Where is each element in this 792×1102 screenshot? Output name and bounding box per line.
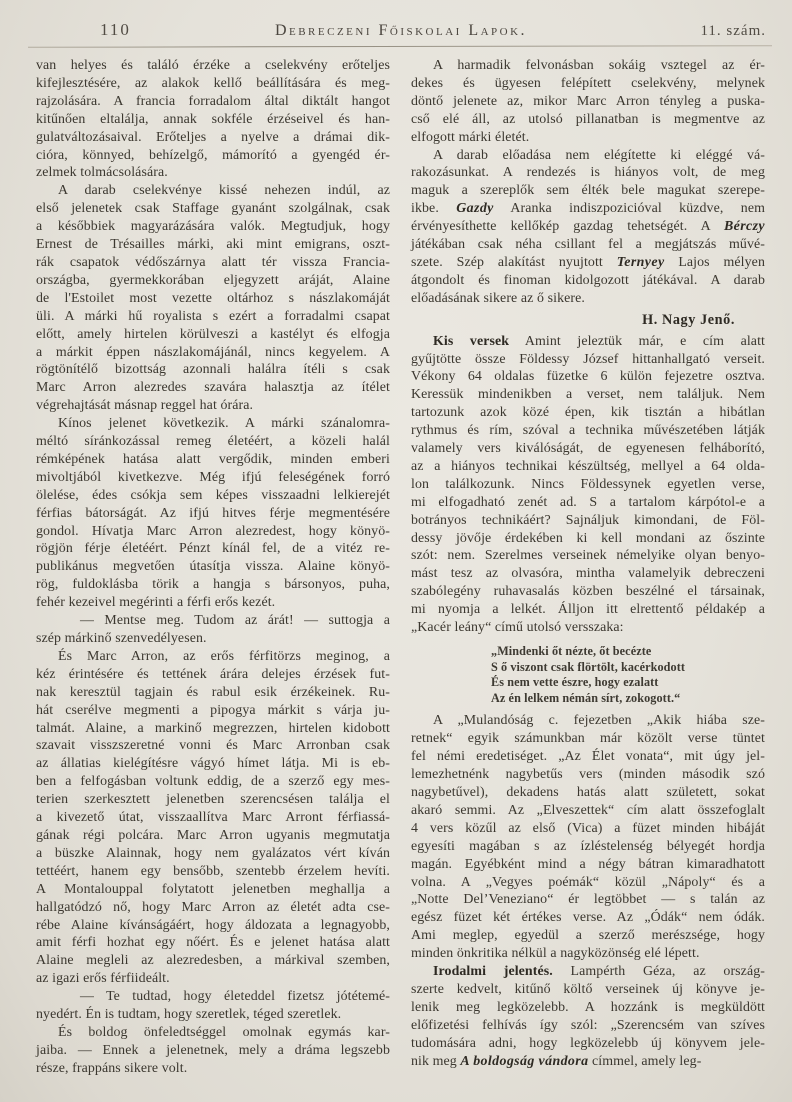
header-rule: [28, 45, 772, 48]
text-line: Ernest de Trésailles márki, aki mint emigrans, oszt-: [36, 237, 390, 253]
text-line: Irodalmi jelentés. Lampérth Géza, az ország-: [433, 964, 765, 980]
text-line: A darab előadása nem elégítette ki eléggé vá-: [433, 147, 765, 163]
text-line: döntő jelenete az, mikor Marc Arron tényleg a puska-: [411, 93, 765, 109]
text-line: H. Nagy Jenő.: [642, 311, 735, 328]
text-line: kifejlesztésére, az alakok kellő beállítására és meg-: [36, 75, 390, 91]
text-line: — Te tudtad, hogy életeddel fizetsz jótétemé-: [80, 989, 390, 1005]
text-line: cióra, könnyed, behízelgő, mámorító a gyengéd ér-: [36, 147, 390, 163]
article-paragraph: [36, 415, 390, 612]
text-line: végrehajtását másnap reggel hat órára.: [36, 398, 254, 414]
text-line: fehér kezeivel megérinti a férfi erős kezét.: [36, 595, 276, 611]
text-line: egyesíti magában s az ízléstelenség bélyegét hordja: [411, 838, 765, 854]
text-line: szavait visszszeretné vonni és Marc Arronban csak: [36, 738, 390, 754]
text-line: Kínos jelenet következik. A márki szánalomra-: [58, 416, 390, 432]
text-line: rák csapatok védőszárnya alatt tér vissza Francia-: [36, 254, 390, 270]
text-line: szete. Szép alakítást nyujtott Ternyey Lajos mélyen: [411, 254, 765, 270]
text-line: Az én lelkem némán sírt, zokogott.“: [491, 690, 681, 705]
text-line: játékában csak néha csillant fel a megjátszás művé-: [411, 237, 765, 253]
page-header: [36, 20, 766, 40]
page-number: 110: [100, 20, 131, 39]
text-line: botrányos technikáért? Sajnáljuk kimondani, de Föl-: [411, 512, 765, 528]
text-line: rögtönítélő bizottság azonnali halálra ítéli s csak: [36, 362, 390, 378]
text-line: kitűnően eltalálja, annak sokféle érzéseivel és han-: [36, 111, 390, 127]
text-line: szép márkinő szenvedélyesen.: [36, 631, 207, 646]
text-line: fel némi eredetiséget. „Az Élet vonata“, mit úgy jel-: [411, 749, 765, 765]
text-line: Alaine megleli az alezredesben, a márkival szemben,: [36, 953, 390, 969]
author-signature: [411, 312, 765, 330]
article-paragraph: [36, 182, 390, 415]
text-line: de l'Estoilet most vezette oltárhoz s nászlakomáját: [36, 290, 390, 306]
text-line: férfias bátorságát. Az ifjú hitves férje megmentésére: [36, 505, 390, 521]
text-line: rébe Alaine kívánságáért, hogy áldozata a legnagyobb,: [36, 917, 390, 933]
text-line: A Montalouppal folytatott jelenetben meghallja a: [36, 881, 390, 897]
text-line: zelmek tolmácsolására.: [36, 165, 168, 181]
text-line: van helyes és találó érzéke a cselekvény erőteljes: [36, 58, 390, 73]
text-line: első jelenetek csak Staffage gyanánt szolgálnak, csak: [36, 201, 390, 217]
text-line: rög, fuldoklásba törik a hangja s bársonyos, puha,: [36, 577, 390, 593]
text-line: gának régi polcára. Marc Arron ugyanis megmutatja: [36, 827, 390, 843]
text-line: lon találkozunk. Nincs Földessynek egyetlen verse,: [411, 476, 765, 492]
article-paragraph: [36, 612, 390, 648]
text-line: A darab cselekvénye kissé nehezen indúl, az: [58, 183, 390, 199]
text-line: Kis versek Amint jeleztük már, e cím alatt: [433, 333, 765, 349]
article-paragraph: [411, 333, 765, 637]
text-line: jaiba. — Ennek a jelenetnek, mely a dráma legszebb: [36, 1042, 390, 1058]
text-line: előfizetési felhívás így szól: „Szerencsém van szíves: [411, 1017, 765, 1033]
text-line: előtt, amely hirtelen körülveszi a kastélyt és elfogja: [36, 326, 390, 342]
text-line: gondol. Hívatja Marc Arron alezredest, hogy könyö-: [36, 523, 390, 539]
poem-stanza: [491, 644, 765, 706]
text-line: volna. A „Vegyes poémák“ közül „Nápoly“ és a: [411, 874, 765, 890]
text-line: kéz érintésére és tettének árára delejes érzések fut-: [36, 666, 390, 682]
journal-title: Debreczeni Főiskolai Lapok.: [274, 22, 528, 39]
text-line: átgondolt és finoman kidolgozott játékával. A darab: [411, 272, 765, 288]
text-line: tartozunk azok közé épen, kik tisztán a hibátlan: [411, 405, 765, 421]
text-line: minden önkritika nélkül a nagyközönség elé lépett.: [411, 946, 700, 962]
text-line: a büszke Alainnak, hogy nem gyalázatos vért kíván: [36, 845, 390, 861]
text-line: elfogott márki életét.: [411, 129, 530, 145]
text-line: szerte kedvelt, kitűnő költő verseinek új könyve je-: [411, 981, 765, 997]
text-line: retnek“ egyik számunkban már közölt verse tüntet: [411, 731, 765, 747]
text-line: magán. Egyébként mind a négy bátran kimaradhatott: [411, 856, 765, 872]
text-line: terien szerkesztett jelenetben szerencsésen találja el: [36, 792, 390, 808]
text-line: mi nyomja a lelkét. Álljon itt elrettentő példakép a: [411, 602, 765, 618]
article-paragraph: [411, 57, 765, 147]
text-line: publikánus megvetően útasítja vissza. Alaine könyö-: [36, 559, 390, 575]
text-line: tudomására adni, hogy legközelebb új könyvem jele-: [411, 1035, 765, 1051]
text-line: mást tesz az olvasóra, mintha valamelyik debreczeni: [411, 566, 765, 582]
text-line: Keressük mindenikben a verset, nem találjuk. Nem: [411, 387, 765, 403]
text-line: nyedért. Én is tudtam, hogy szeretlek, téged szeretlek.: [36, 1007, 342, 1023]
text-line: egész füzet két értékes verse. Az „Ódák“ nem ódák.: [411, 910, 765, 926]
text-line: nak keresztül tagjain és rabul esik érzékeinek. Ru-: [36, 684, 390, 700]
text-line: És Marc Arron, az erős férfitörzs meginog, a: [58, 648, 390, 664]
text-line: az igazi erős férfiideált.: [36, 971, 170, 987]
text-line: Ami meglep, egyedül a szerző merészsége, hogy: [411, 928, 765, 944]
left-column: [36, 57, 390, 1078]
text-line: gulatváltozásaival. Erőteljes a nyelve a drámai dik-: [36, 129, 390, 145]
article-paragraph: [36, 988, 390, 1024]
text-line: lenik meg legközelebb. A hozzánk is megküldött: [411, 999, 765, 1015]
text-line: mi elfogadható zenét ad. S a tartalom kárpótol-e a: [411, 494, 765, 510]
text-line: része, frappáns sikere volt.: [36, 1060, 188, 1076]
text-line: méltó síránkozással remeg életéért, a közeli halál: [36, 434, 390, 450]
text-line: hát cserélve megmenti a pipogya márkit s várja ju-: [36, 702, 390, 718]
text-line: A harmadik felvonásban sokáig vsztegel az ér-: [433, 58, 765, 73]
article-paragraph: [36, 648, 390, 988]
text-line: ikbe. Gazdy Aranka indiszpozicióval küzdve, nem: [411, 201, 765, 217]
text-line: a márkit éppen nászlakomájánál, nincs kegyelem. A: [36, 344, 390, 360]
text-line: rögjön férje életéért. Pénzt kínál fel, de a vitéz re-: [36, 541, 390, 557]
article-body: [36, 57, 765, 1078]
text-line: talmát. Alaine, a markinő megrezzen, hirtelen kidobott: [36, 720, 390, 736]
text-line: S ő viszont csak flörtölt, kacérkodott: [491, 659, 686, 674]
text-line: rythmus és rím, szóval a technika művészetében látják: [411, 423, 765, 439]
text-line: a későbbiek magyarázására valók. Megtudjuk, hogy: [36, 219, 390, 235]
article-paragraph: [411, 712, 765, 963]
text-line: dessy jövője érdekében ki kell mondani az őszinte: [411, 530, 765, 546]
text-line: rakozásunkat. A rendezés is hiányos volt, de meg: [411, 165, 765, 181]
text-line: akaró semmi. Az „Elveszettek“ cím alatt összefoglalt: [411, 802, 765, 818]
text-line: nik meg A boldogság vándora címmel, amely leg-: [411, 1053, 702, 1069]
text-line: — Mentse meg. Tudom az árát! — suttogja a: [80, 613, 390, 629]
text-line: országba, gyermekkorában eljegyzett aráját, Alaine: [36, 272, 390, 288]
text-line: mivoltjából kivetkezve. Még ifjú feleségének forró: [36, 469, 390, 485]
article-paragraph: [36, 1024, 390, 1078]
text-line: ölelése, édes csókja sem képes visszaadni lelkierejét: [36, 487, 390, 503]
text-line: szót: nem. Szerelmes verseinek némelyike olyan benyo-: [411, 548, 765, 564]
text-line: 4 vers közűl az első (Vica) a füzet minden hibáját: [411, 820, 765, 836]
text-line: „Notte Del’Veneziano“ ér legtöbbet — s talán az: [411, 892, 765, 908]
text-line: „Kacér leány“ című utolsó versszaka:: [411, 620, 624, 636]
text-line: rajzolására. A francia forradalom által diktált hangot: [36, 93, 390, 109]
text-line: amit férfi hozhat egy nőért. És e jelenet hatása alatt: [36, 935, 390, 951]
text-line: előadásának sikere az ő sikere.: [411, 290, 585, 306]
text-line: üli. A márki hű royalista s ezért a forradalmi csapat: [36, 308, 390, 324]
text-line: Vékony 64 oldalas füzetke 6 külön fejezetre osztva.: [411, 369, 765, 385]
text-line: gyűjtötte össze Földessy József hittanhallgató verseit.: [411, 351, 765, 367]
text-line: az a hiányos technikai készültség, mellyel a 64 olda-: [411, 458, 765, 474]
text-line: az állatias kielégítésre vágyó hímet látja. Mi is eb-: [36, 756, 390, 772]
text-line: lemezhetnénk nagybetűs vers (minden második szó: [411, 767, 765, 783]
article-paragraph: [411, 147, 765, 308]
text-line: A „Mulandóság c. fejezetben „Akik hiába sze-: [433, 713, 765, 729]
text-line: Marc Arron alezredes szavára halasztja az ítélet: [36, 380, 390, 396]
text-line: nagybetűvel), dekadens hatás alatt született, sokat: [411, 785, 765, 800]
text-line: dekes és ügyesen felépített cselekvény, melynek: [411, 75, 765, 91]
text-line: a kivezető útat, visszaallítva Marc Arront férfiassá-: [36, 810, 390, 826]
text-line: szabólegény ruhavasalás közben beszélné el társainak,: [411, 584, 765, 600]
article-paragraph: [36, 57, 390, 182]
text-line: „Mindenki őt nézte, őt becézte: [491, 644, 652, 658]
issue-number: 11. szám.: [700, 23, 766, 39]
text-line: cső elé áll, az utolsó pillanatban is megmentve az: [411, 111, 765, 127]
article-paragraph: [411, 963, 765, 1070]
text-line: És boldog önfeledtséggel omolnak egymás kar-: [58, 1024, 390, 1040]
text-line: valamely vers kiválóságát, de egyenesen felháborító,: [411, 441, 765, 457]
text-line: tettéért, hanem egy bensőbb, szentebb érzelem hevíti.: [36, 863, 390, 879]
text-line: érvényesíthette kellőkép gazdag tehetségét. A Bérczy: [411, 219, 765, 235]
right-column: [411, 57, 765, 1078]
text-line: rémképének hatása alatt vergődik, minden emberi: [36, 451, 390, 467]
text-line: ben a felfogásban voltunk eddig, de a szerző egy mes-: [36, 774, 390, 790]
text-line: hallgatódzó nő, hogy Marc Arron az életét adta cse-: [36, 899, 390, 915]
text-line: maguk a szereplők sem élték bele magukat szerepe-: [411, 183, 765, 199]
text-line: És nem vette észre, hogy ezalatt: [491, 675, 659, 690]
